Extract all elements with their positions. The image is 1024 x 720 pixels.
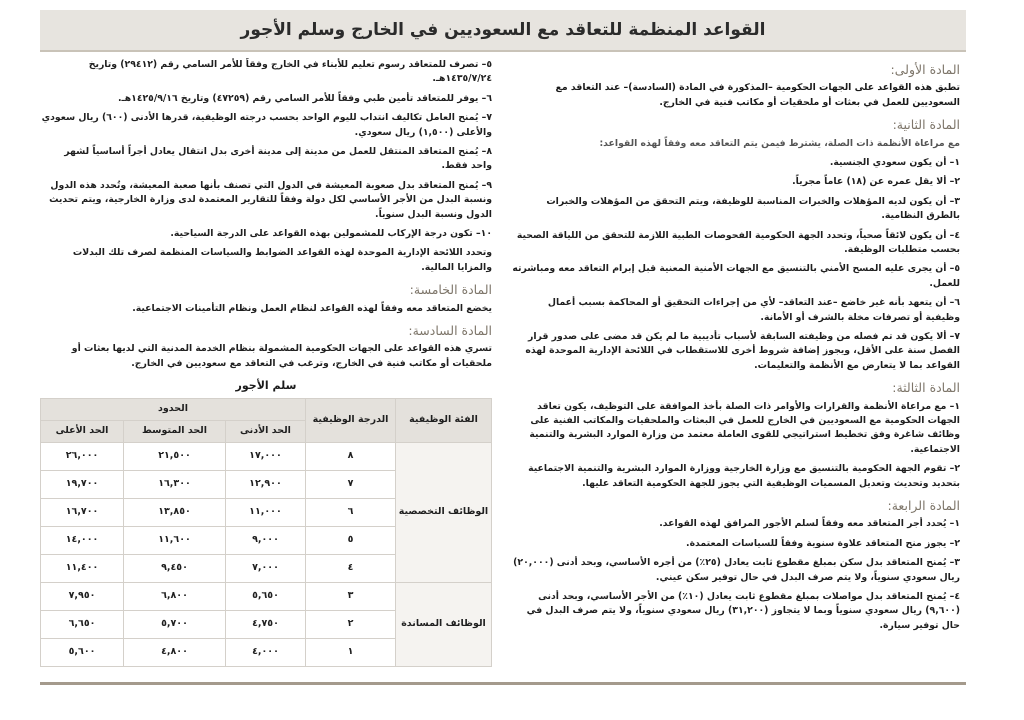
article-4-item: ٥– تصرف للمتعاقد رسوم تعليم للأبناء في الخارج وفقاً للأمر السامي رقم (٢٩٤١٢) وتاريخ ١٤٣٥/٧/٢٤هـ. [88,59,492,85]
min-cell: ١٧,٠٠٠ [225,443,305,471]
max-cell: ١٤,٠٠٠ [41,527,124,555]
article-2-item: ٣– أن يكون لديه المؤهلات والخبرات المناسبة للوظيفة، ويتم التحقق من المؤهلات والخبرات بالطرق النظامية. [546,195,960,222]
max-cell: ١١,٤٠٠ [41,555,124,583]
article-4-closing: وتحدد اللائحة الإدارية الموحدة لهذه القواعد الضوابط والسياسات المنظمة لصرف تلك البدلات والمزايا المالية. [72,247,492,273]
max-cell: ١٩,٧٠٠ [41,471,124,499]
article-2-item: ٤– أن يكون لائقاً صحياً، وتحدد الجهة الحكومية الفحوصات الطبية اللازمة للتحقق من اللياقة الصحية بحسب متطلبات الوظيفة. [516,229,960,255]
article-4-item: ٧– يُمنح العامل تكاليف انتداب لليوم الواحد بحسب درجته الوظيفية، قدرها الأدنى (٦٠٠) ريال سعودي والأعلى (١,٥٠٠) ريال سعودي. [41,112,492,138]
grade-cell: ٣ [306,583,396,611]
max-cell: ٢٦,٠٠٠ [41,443,124,471]
max-cell: ٦,٦٥٠ [41,611,124,639]
header-limits: الحدود [41,399,306,421]
article-1-heading: المادة الأولى: [890,62,960,77]
grade-cell: ٧ [306,471,396,499]
left-column [40,58,492,668]
mid-cell: ٩,٤٥٠ [124,555,226,583]
article-4-item: ١– يُحدد أجر المتعاقد معه وفقاً لسلم الأجور المرافق لهذه القواعد. [659,518,960,530]
salary-scale-table [40,398,492,667]
header-category: الفئة الوظيفية [396,399,492,443]
mid-cell: ١٦,٣٠٠ [124,471,226,499]
max-cell: ٥,٦٠٠ [41,639,124,667]
max-cell: ٧,٩٥٠ [41,583,124,611]
article-6-heading: المادة السادسة: [408,323,492,339]
mid-cell: ٥,٧٠٠ [124,611,226,639]
article-4-item: ٤– يُمنح المتعاقد بدل مواصلات بمبلغ مقطوع ثابت يعادل (١٠٪) من الأجر الأساسي، وبحد أدنى (٩,٦٠٠) ريال سعودي سنوياً وبما لا يتجاوز (٣١,٢٠٠) ريال سعودي سنوياً، ولا يتم صرف البدل في حال توفير سيارة. [526,591,960,631]
mid-cell: ١٣,٨٥٠ [124,499,226,527]
mid-cell: ٦,٨٠٠ [124,583,226,611]
article-3-item: ١– مع مراعاة الأنظمة والقرارات والأوامر ذات الصلة بأخذ الموافقة على التوظيف، يكون تعاقد الجهات الحكومية مع السعوديين في الخارج للعمل في البعثات والملحقيات والمكاتب الفنية على وظائف شاغرة وفق تخطيط استراتيجي للقوى العاملة معتمد من وزارة الموارد البشرية والتنمية الاجتماعية. [529,400,960,455]
article-2-item: ٧– ألا يكون قد تم فصله من وظيفته السابقة لأسباب تأديبية ما لم يكن قد مضى على صدور قرار الفصل سنة على الأقل، ويجوز إضافة شروط أخرى للاستقطاب في اللائحة الإدارية الموحدة لهذه القواعد بما لا يتعارض مع الأنظمة والتعليمات. [525,331,960,371]
grade-cell: ٢ [306,611,396,639]
article-2-item: ١– أن يكون سعودي الجنسية. [829,156,960,168]
article-1-text: تطبق هذه القواعد على الجهات الحكومية –المذكورة في المادة (السادسة)– عند التعاقد مع السعوديين للعمل في بعثات أو ملحقيات أو مكاتب فنية في الخارج. [555,82,960,108]
min-cell: ٥,٦٥٠ [225,583,305,611]
min-cell: ٧,٠٠٠ [225,555,305,583]
article-5-heading: المادة الخامسة: [409,282,492,298]
grade-cell: ٤ [306,555,396,583]
min-cell: ١٢,٩٠٠ [225,471,305,499]
header-min: الحد الأدنى [225,421,305,443]
article-2-item: ٥– أن يجرى عليه المسح الأمني بالتنسيق مع الجهات الأمنية المعنية قبل إبرام التعاقد معه ومباشرته للعمل. [512,263,960,289]
article-6-text: تسري هذه القواعد على الجهات الحكومية المشمولة بنظام الخدمة المدنية التي لديها بعثات أو ملحقيات أو مكاتب فنية في الخارج، وترغب في التعاقد مع سعوديين في الخارج. [71,343,492,369]
min-cell: ٤,٧٥٠ [225,611,305,639]
grade-cell: ٨ [306,443,396,471]
article-2-item: ٢– ألا يقل عمره عن (١٨) عاماً مجرياً. [792,176,960,188]
header-grade: الدرجة الوظيفية [306,399,396,443]
document-title: القواعد المنظمة للتعاقد مع السعوديين في الخارج وسلم الأجور [240,20,766,40]
title-bar [40,10,966,50]
article-4-item: ٩– يُمنح المتعاقد بدل صعوبة المعيشة في الدول التي تصنف بأنها صعبة المعيشة، وتُحدد هذه الدول ونسبة البدل من الأجر الأساسي لكل دولة وفقاً للتقارير المعتمدة لدى وزارة الخارجية، ويتم تحديث الدول ونسبة البدل سنوياً. [49,179,492,220]
min-cell: ٩,٠٠٠ [225,527,305,555]
mid-cell: ٤,٨٠٠ [124,639,226,667]
article-4-item: ٢– يجوز منح المتعاقد علاوة سنوية وفقاً للسياسات المعتمدة. [686,537,960,549]
mid-cell: ٢١,٥٠٠ [124,443,226,471]
grade-cell: ٦ [306,499,396,527]
article-4-item: ٣– يُمنح المتعاقد بدل سكن بمبلغ مقطوع ثابت يعادل (٢٥٪) من أجره الأساسي، وبحد أدنى (٢٠,٠٠٠) ريال سعودي سنوياً، ولا يتم صرف البدل في حال توفير سكن عيني. [513,557,960,583]
article-3-item: ٢– تقوم الجهة الحكومية بالتنسيق مع وزارة الخارجية ووزارة الموارد البشرية والتنمية الاجتماعية بتحديد وتحديث وتعديل المسميات الوظيفية التي يجوز للجهة الحكومية التعاقد عليها. [528,463,960,489]
article-4-item: ٦– يوفر للمتعاقد تأمين طبي وفقاً للأمر السامي رقم (٤٧٢٥٩) وتاريخ ١٤٢٥/٩/١٦هـ. [117,92,492,104]
title-divider [40,50,966,52]
article-5-text: يخضع المتعاقد معه وفقاً لهذه القواعد لنظام العمل ونظام التأمينات الاجتماعية. [132,302,492,314]
max-cell: ١٦,٧٠٠ [41,499,124,527]
article-4-item: ٨– يُمنح المتعاقد المنتقل للعمل من مدينة إلى مدينة أخرى بدل انتقال يعادل أجراً أساسياً لشهر واحد فقط. [64,146,492,172]
article-3-heading: المادة الثالثة: [892,380,960,396]
table-row [41,443,492,471]
header-mid: الحد المتوسط [124,421,226,443]
min-cell: ١١,٠٠٠ [225,499,305,527]
article-2-item: ٦– أن يتعهد بأنه غير خاضع –عند التعاقد– لأي من إجراءات التحقيق أو المحاكمة بسبب أعمال وظيفية أو تصرفات مخلة بالشرف أو الأمانة. [547,297,960,323]
bottom-divider [40,682,966,685]
min-cell: ٤,٠٠٠ [225,639,305,667]
article-4-heading: المادة الرابعة: [887,498,960,514]
category-cell: الوظائف التخصصية [396,443,492,583]
article-2-intro: مع مراعاة الأنظمة ذات الصلة، يشترط فيمن يتم التعاقد معه وفقاً لهذه القواعد: [599,137,960,149]
mid-cell: ١١,٦٠٠ [124,527,226,555]
right-column [512,58,960,668]
article-4-item: ١٠– تكون درجة الإركاب للمشمولين بهذه القواعد على الدرجة السياحية. [170,228,492,240]
header-max: الحد الأعلى [41,421,124,443]
table-row [41,583,492,611]
salary-scale-title: سلم الأجور [235,379,297,393]
grade-cell: ١ [306,639,396,667]
category-cell: الوظائف المساندة [396,583,492,667]
grade-cell: ٥ [306,527,396,555]
article-2-heading: المادة الثانية: [892,117,960,133]
